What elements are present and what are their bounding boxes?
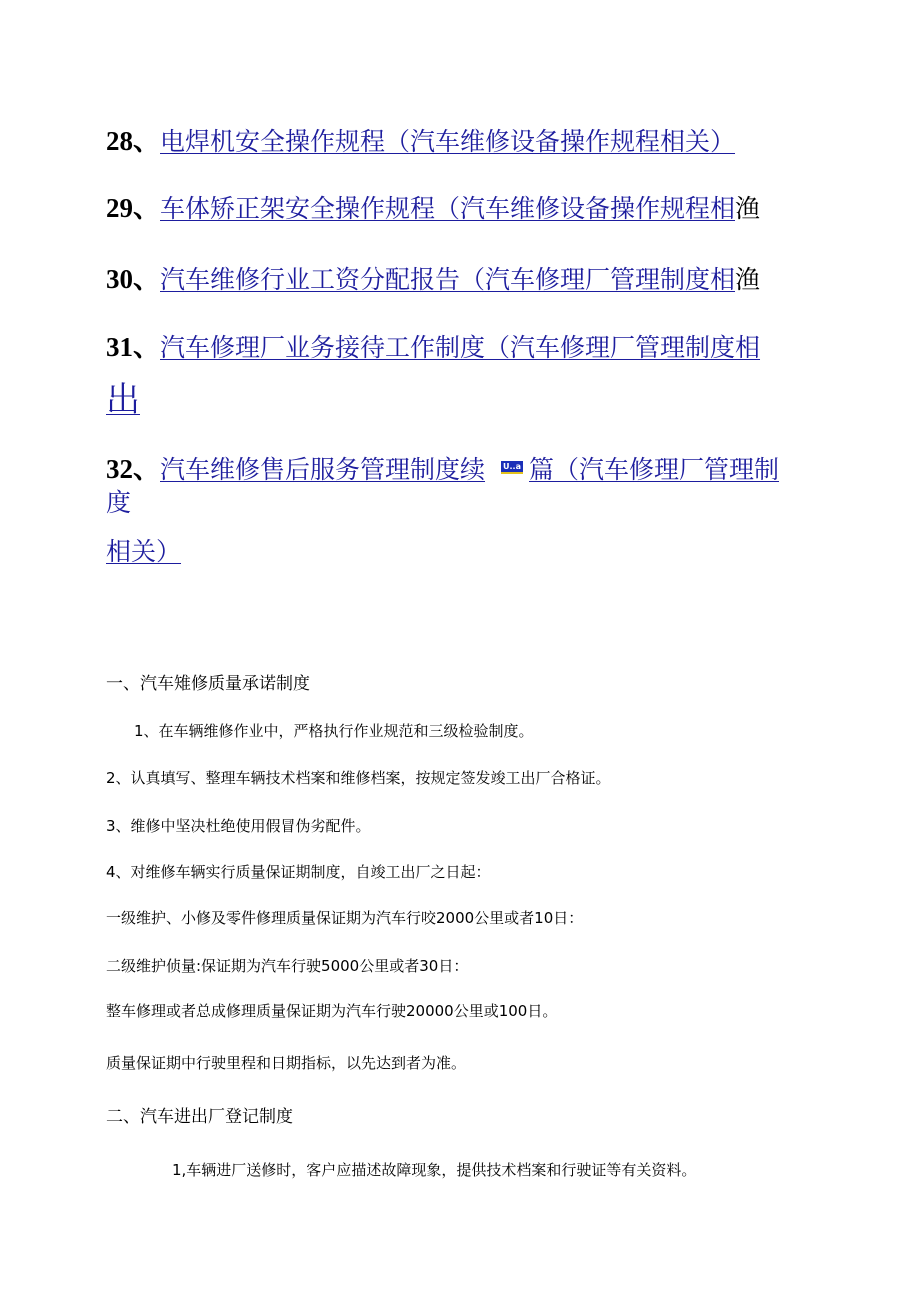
toc-number: 30、 (106, 264, 160, 294)
toc-tail-char: 渔 (735, 194, 761, 223)
paragraph: 质量保证期中行驶里程和日期指标，以先达到者为准。 (106, 1054, 467, 1072)
toc-link[interactable]: 汽车修理厂业务接待工作制度（汽车修理厂管理制度相 (160, 333, 761, 362)
toc-link-continuation[interactable]: 出 (106, 380, 140, 420)
toc-entry-28 (106, 126, 735, 157)
toc-tail-char: 渔 (735, 265, 761, 294)
toc-link[interactable]: 电焊机安全操作规程（汽车维修设备操作规程相关） (160, 127, 736, 156)
toc-link-continuation[interactable]: 相关） (106, 537, 182, 566)
paragraph: 4、对维修车辆实行质量保证期制度，自竣工出厂之日起： (106, 863, 491, 881)
paragraph: 2、认真填写、整理车辆技术档案和维修档案，按规定签发竣工出厂合格证。 (106, 769, 611, 787)
inline-image-badge: U..a (501, 461, 523, 474)
toc-link-continuation[interactable]: 度 (106, 488, 132, 517)
paragraph: 1,车辆进厂送修时，客户应描述故障现象，提供技术档案和行驶证等有关资料。 (172, 1161, 697, 1179)
toc-link[interactable]: 车体矫正架安全操作规程（汽车维修设备操作规程相 (160, 194, 736, 223)
section-heading-entry-exit-registration: 二、汽车进出厂登记制度 (106, 1107, 293, 1127)
toc-number: 28、 (106, 126, 160, 156)
toc-link-part2[interactable]: 篇（汽车修理厂管理制 (529, 455, 780, 484)
toc-entry-32 (106, 454, 779, 485)
paragraph: 3、维修中坚决杜绝使用假冒伪劣配件。 (106, 817, 371, 835)
toc-entry-31 (106, 332, 760, 363)
toc-entry-31-wrap (106, 380, 140, 420)
toc-number: 32、 (106, 454, 160, 484)
paragraph: 1、在车辆维修作业中，严格执行作业规范和三级检验制度。 (134, 722, 534, 740)
toc-entry-29 (106, 193, 760, 224)
toc-entry-30 (106, 264, 760, 295)
toc-link[interactable]: 汽车维修行业工资分配报告（汽车修理厂管理制度相 (160, 265, 736, 294)
toc-number: 31、 (106, 332, 160, 362)
section-heading-quality-commitment: 一、汽车雉修质量承诺制度 (106, 674, 310, 694)
paragraph: 二级维护侦量:保证期为汽车行驶5000公里或者30日： (106, 957, 469, 975)
paragraph: 一级维护、小修及零件修理质量保证期为汽车行咬2000公里或者10日： (106, 909, 584, 927)
paragraph: 整车修理或者总成修理质量保证期为汽车行驶20000公里或100日。 (106, 1002, 558, 1020)
toc-link[interactable]: 汽车维修售后服务管理制度续 (160, 455, 486, 484)
toc-entry-32-wrap2 (106, 537, 181, 567)
toc-entry-32-wrap1 (106, 488, 131, 518)
toc-number: 29、 (106, 193, 160, 223)
